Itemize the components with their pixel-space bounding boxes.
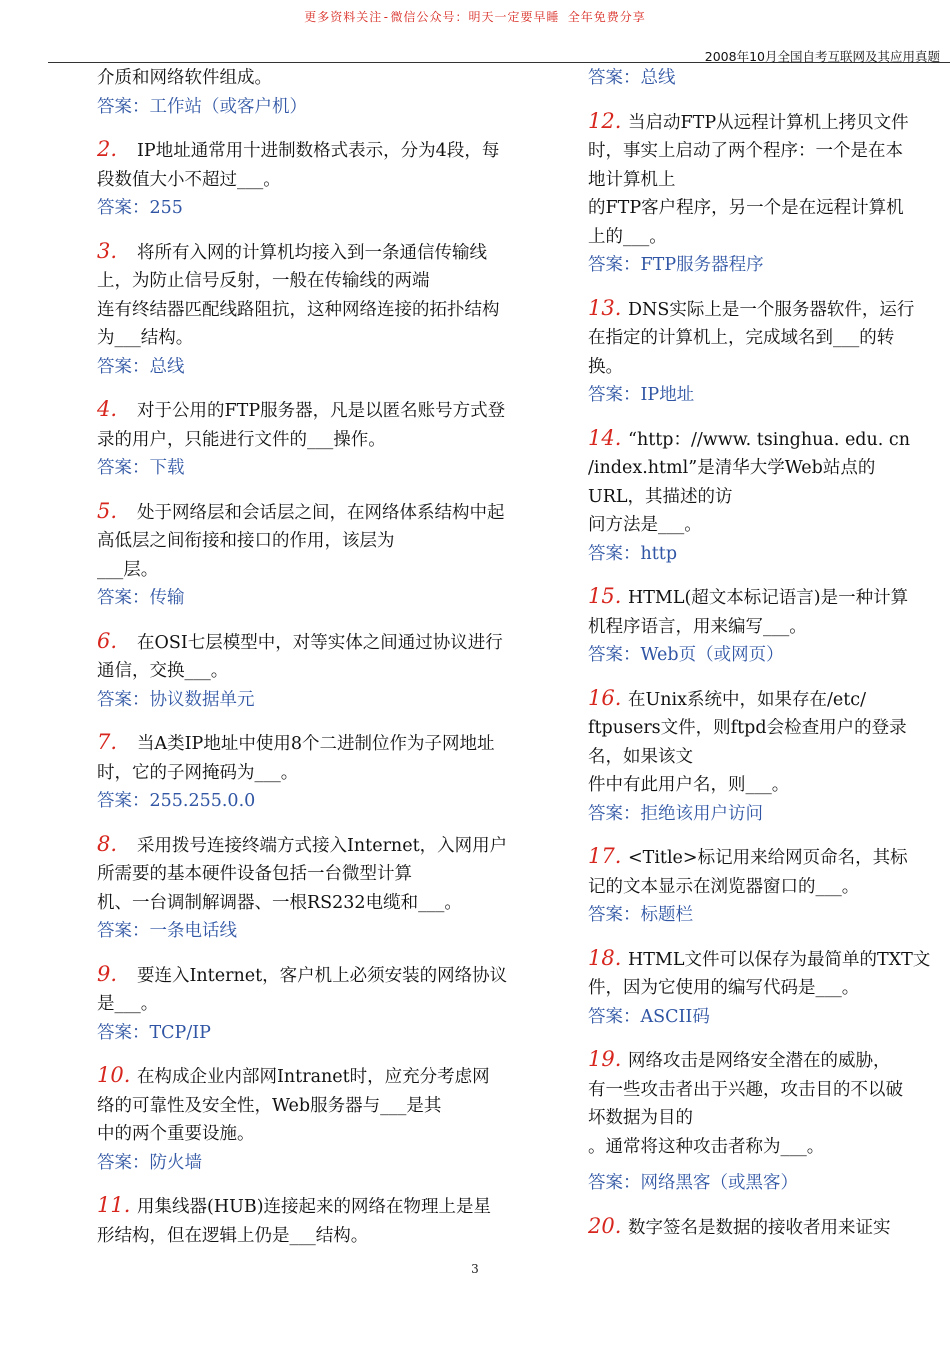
question-text: 。通常将这种攻击者称为___。 [588,1136,825,1157]
question-number: 14. [588,425,622,450]
question-text: 录的用户，只能进行文件的___操作。 [97,429,386,450]
answer: 答案：TCP/IP [97,1022,211,1043]
question-number: 18. [588,945,622,970]
question-text: 要连入Internet，客户机上必须安装的网络协议 [137,965,508,986]
question-number: 9. [97,961,118,986]
question-11 [97,1191,542,1250]
question-13 [588,294,940,410]
question-text: 当A类IP地址中使用8个二进制位作为子网地址 [137,734,495,754]
question-number: 11. [97,1193,131,1217]
question-text: ftpusers文件，则ftpd会检查用户的登录 [588,718,907,738]
answer: 答案：总线 [588,68,676,88]
question-text: 机、一台调制解调器、一根RS232电缆和___。 [97,892,462,913]
question-20 [588,1212,940,1243]
question-text: 为___结构。 [97,328,194,348]
answer: 答案：Web页（或网页） [588,645,784,665]
promo-banner: 更多资料关注-微信公众号：明天一定要早睡 全年免费分享 [304,10,646,24]
answer: 答案：FTP服务器程序 [588,255,764,275]
question-number: 12. [588,108,622,133]
question-number: 15. [588,584,622,608]
question-number: 3. [97,238,118,263]
question-text: 连有终结器匹配线路阻抗，这种网络连接的拓扑结构 [97,299,500,320]
answer: 答案：防火墙 [97,1152,202,1173]
question-4 [97,395,542,483]
question-text: 所需要的基本硬件设备包括一台微型计算 [97,864,412,884]
question-18 [588,944,940,1032]
question-text: 时，事实上启动了两个程序：一个是在本 [588,141,903,161]
question-text: HTML文件可以保存为最简单的TXT文 [628,949,931,970]
question-2 [97,135,542,223]
question-number: 4. [97,397,118,421]
question-text: 网络攻击是网络安全潜在的威胁， [628,1051,891,1071]
question-text: 机程序语言，用来编写___。 [588,616,807,637]
question-9 [97,960,542,1048]
question-text: IP地址通常用十进制数格式表示，分为4段，每 [137,141,500,161]
question-number: 5. [97,498,118,523]
answer: 答案：工作站（或客户机） [97,96,307,117]
answer: 答案：http [588,543,678,564]
question-16 [588,684,940,829]
lead-line: 介质和网络软件组成。 [97,68,272,88]
answer: 答案：拒绝该用户访问 [588,803,763,824]
question-text: 络的可靠性及安全性，Web服务器与___是其 [97,1095,442,1116]
question-6 [97,627,542,715]
question-text: 上的___。 [588,226,667,247]
question-text: 问方法是___。 [588,515,702,535]
answer: 答案：传输 [97,588,185,608]
question-text: 当启动FTP从远程计算机上拷贝文件 [628,112,909,133]
question-text: 处于网络层和会话层之间，在网络体系结构中起 [137,502,505,523]
question-17 [588,842,940,930]
question-number: 10. [97,1063,131,1087]
question-text: 在OSI七层模型中，对等实体之间通过协议进行 [137,632,503,653]
question-text: DNS实际上是一个服务器软件，运行 [628,299,915,320]
answer: 答案：网络黑客（或黑客） [588,1173,798,1193]
answer: 答案：总线 [97,356,185,377]
question-text: 件中有此用户名，则___。 [588,775,790,795]
question-text: 采用拨号连接终端方式接入Internet，入网用户 [137,835,508,856]
answer: 答案：255 [97,198,183,218]
question-number: 16. [588,685,622,710]
question-text: 数字签名是数据的接收者用来证实 [628,1217,891,1238]
page-number: 3 [471,1262,479,1276]
question-text: 坏数据为目的 [588,1108,693,1128]
question-text: 用集线器(HUB)连接起来的网络在物理上是星 [137,1197,492,1217]
question-text: 在构成企业内部网Intranet时，应充分考虑网 [137,1067,490,1087]
question-text: 在Unix系统中，如果存在/etc/ [628,689,866,710]
question-8 [97,830,542,946]
question-text: 中的两个重要设施。 [97,1124,255,1144]
question-text: 地计算机上 [588,169,676,190]
answer: 答案：255.255.0.0 [97,791,256,811]
document-header: 2008年10月全国自考互联网及其应用真题 [704,49,940,64]
question-text: 形结构，但在逻辑上仍是___结构。 [97,1225,369,1246]
question-text: ___层。 [97,559,159,580]
question-text: 换。 [588,356,623,377]
answer: 答案：ASCII码 [588,1006,710,1027]
question-text: 高低层之间衔接和接口的作用，该层为 [97,531,395,551]
question-number: 13. [588,295,622,320]
answer: 答案：下载 [97,458,185,478]
question-text: 将所有入网的计算机均接入到一条通信传输线 [137,242,487,263]
question-number: 2. [97,137,118,161]
right-column [588,64,940,1242]
question-5 [97,497,542,613]
question-number: 8. [97,831,118,856]
left-column [97,64,542,1250]
question-10 [97,1061,542,1177]
question-19 [588,1045,940,1198]
question-text: 有一些攻击者出于兴趣，攻击目的不以破 [588,1079,903,1100]
question-number: 7. [97,730,118,754]
question-number: 19. [588,1047,622,1071]
question-text: 的FTP客户程序，另一个是在远程计算机 [588,198,904,218]
question-3 [97,237,542,382]
header-rule [48,62,950,63]
question-number: 6. [97,628,118,653]
question-number: 17. [588,844,622,868]
question-text: 时，它的子网掩码为___。 [97,762,299,783]
question-text: URL，其描述的访 [588,486,733,507]
question-7 [97,728,542,816]
answer: 答案：一条电话线 [97,921,237,941]
question-text: 是___。 [97,994,159,1014]
question-text: 件，因为它使用的编写代码是___。 [588,978,860,998]
answer: 答案：标题栏 [588,905,693,925]
question-text: “http：//www. tsinghua. edu. cn [628,429,910,450]
question-text: 段数值大小不超过___。 [97,169,281,190]
question-14 [588,424,940,569]
question-text: /index.html”是清华大学Web站点的 [588,458,876,478]
question-text: 通信，交换___。 [97,661,229,681]
question-text: 记的文本显示在浏览器窗口的___。 [588,876,860,897]
question-text: 上，为防止信号反射，一般在传输线的两端 [97,271,430,291]
question-text: <Title>标记用来给网页命名，其标 [628,848,908,868]
question-text: HTML(超文本标记语言)是一种计算 [628,588,909,608]
question-text: 对于公用的FTP服务器，凡是以匿名账号方式登 [137,401,506,421]
question-number: 20. [588,1213,622,1238]
question-text: 在指定的计算机上，完成域名到___的转 [588,328,895,348]
question-12 [588,107,940,280]
answer: 答案：协议数据单元 [97,689,255,710]
answer: 答案：IP地址 [588,385,695,405]
question-15 [588,582,940,670]
question-text: 名，如果该文 [588,746,693,767]
